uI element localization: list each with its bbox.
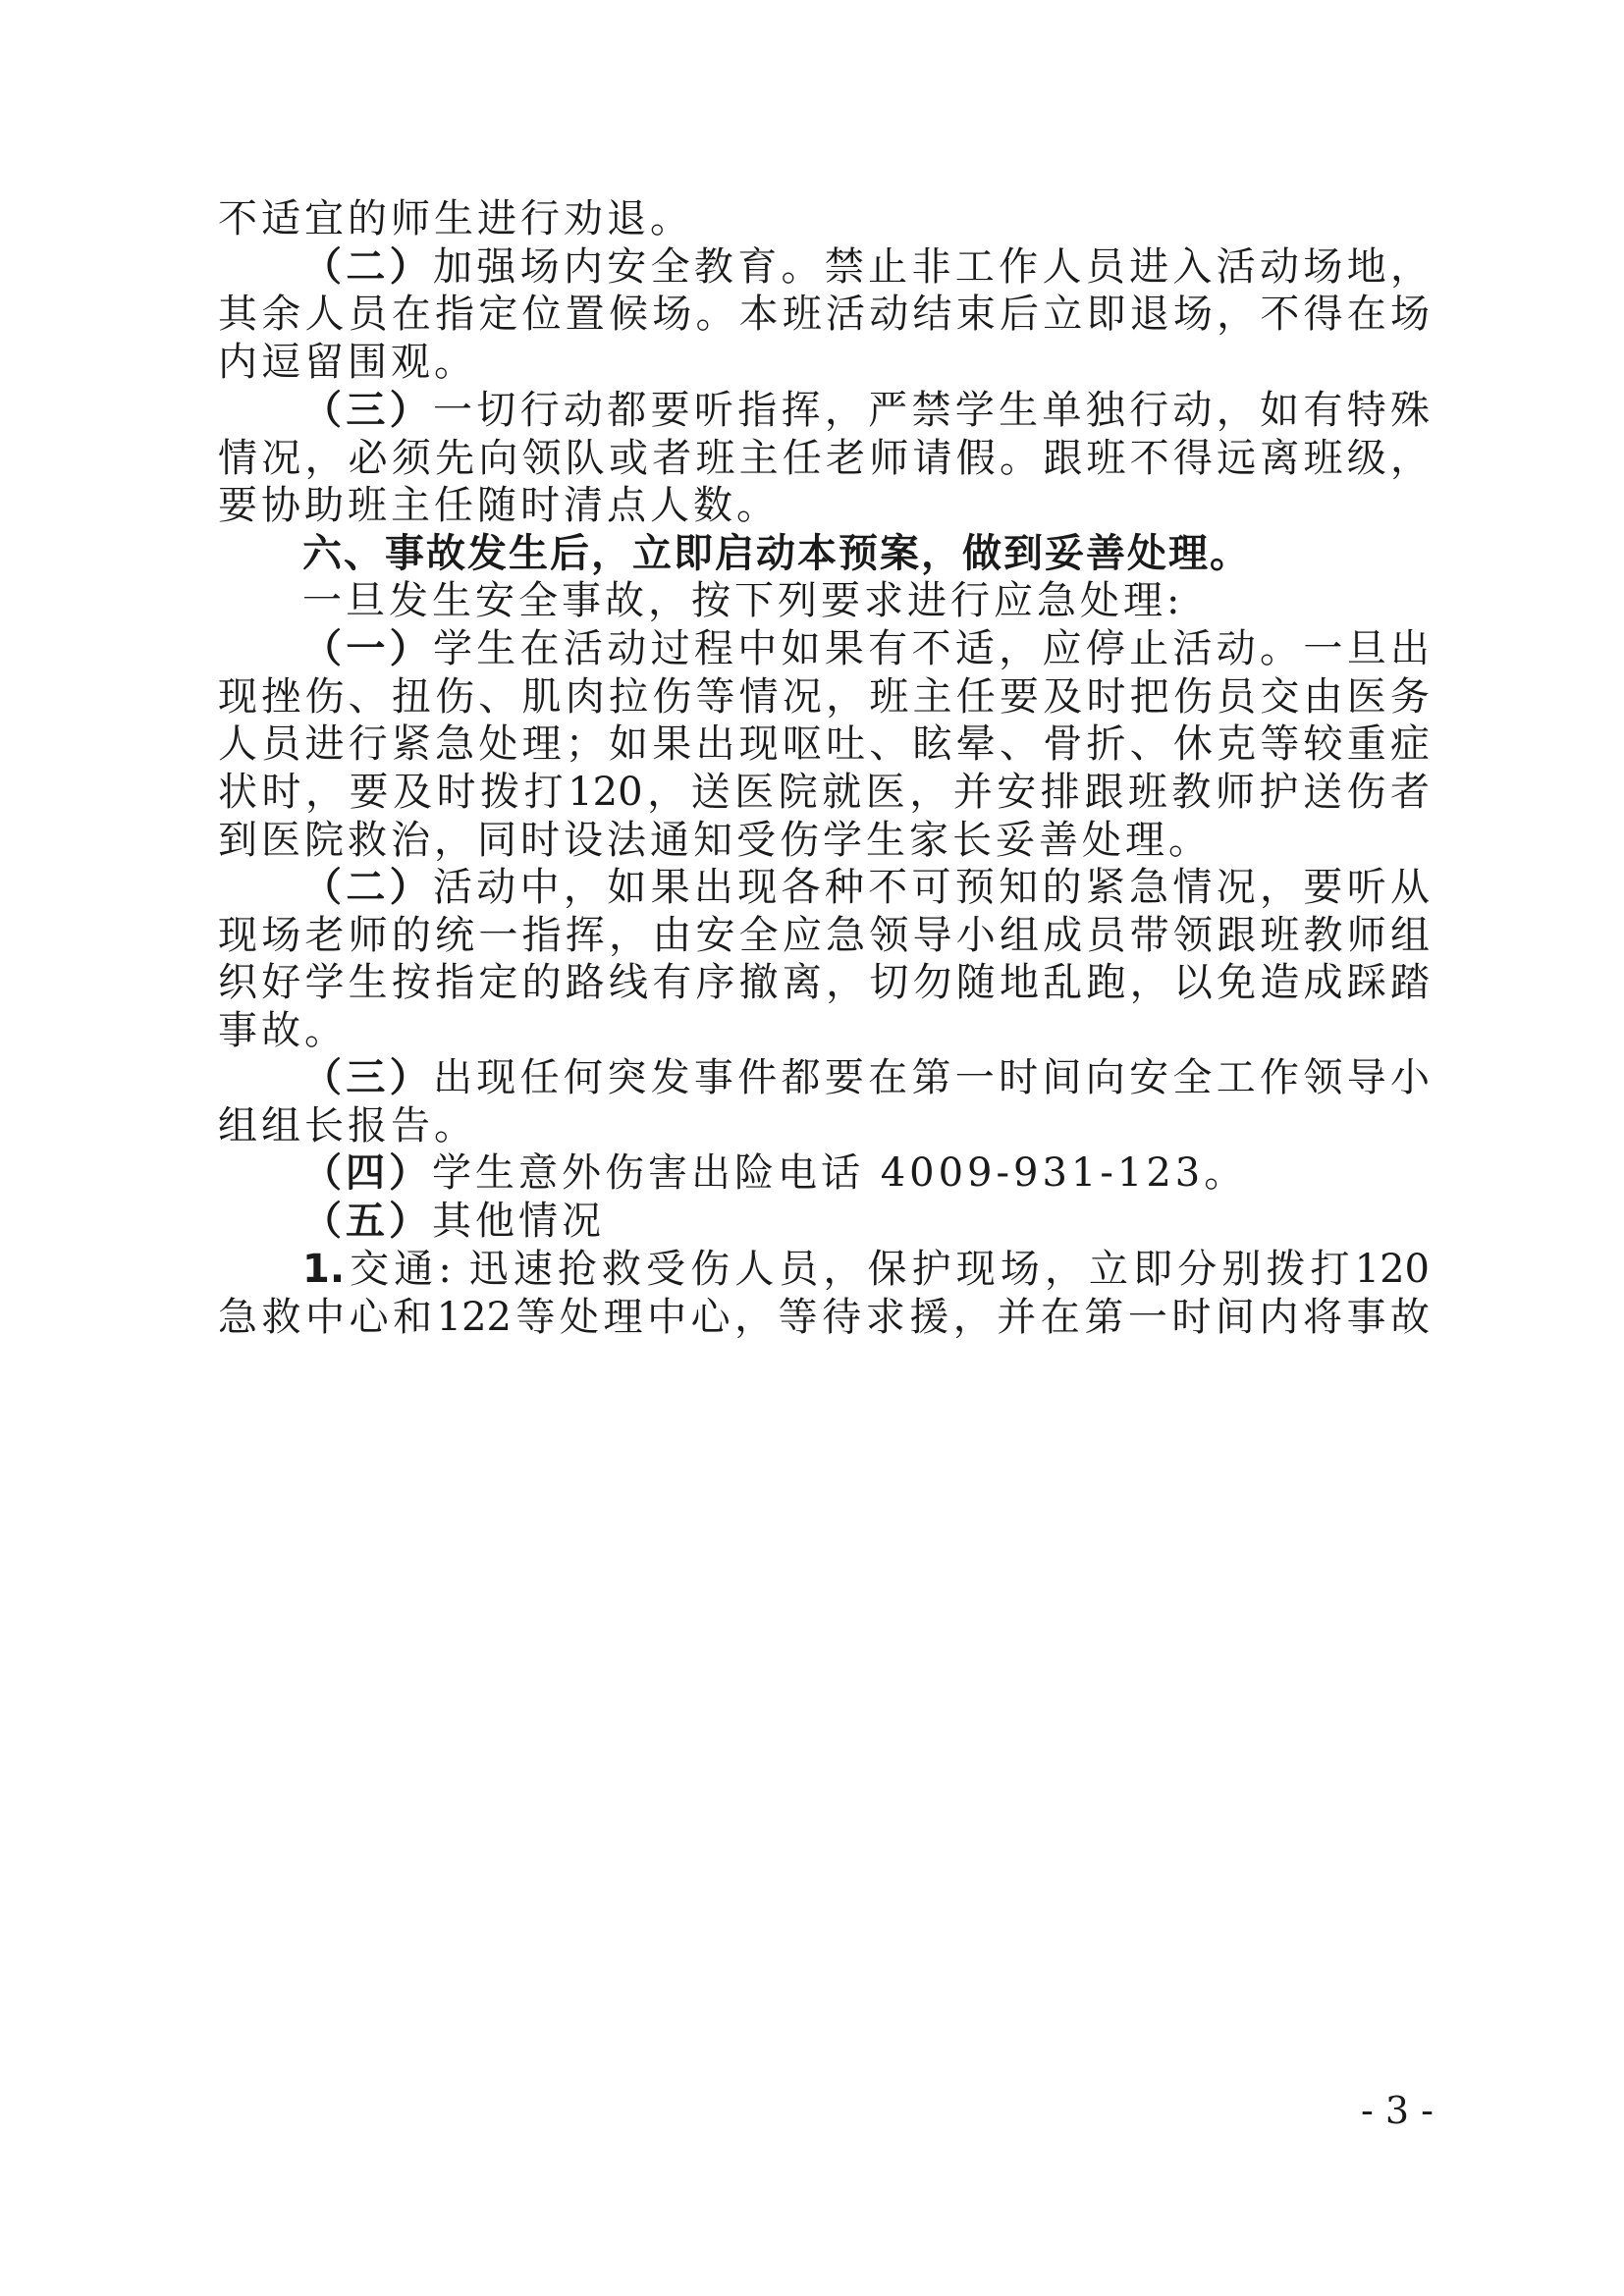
paragraph-line: 组组长报告。 <box>218 1103 477 1148</box>
paragraph-line: （二）加强场内安全教育。禁止非工作人员进入活动场地， <box>302 244 1431 290</box>
item-label: （四） <box>302 1150 432 1196</box>
paragraph-line: 内逗留围观。 <box>218 340 477 385</box>
paragraph-line: 现挫伤、扭伤、肌肉拉伤等情况，班主任要及时把伤员交由医务 <box>218 674 1430 720</box>
item-label: 1. <box>302 1247 346 1292</box>
paragraph-line: 人员进行紧急处理；如果出现呕吐、眩晕、骨折、休克等较重症 <box>218 721 1430 767</box>
item-label: （五） <box>302 1199 432 1244</box>
paragraph-line: 急救中心和122等处理中心，等待求援，并在第一时间内将事故 <box>218 1295 1430 1340</box>
item-label: （二） <box>302 865 433 910</box>
paragraph-line: 一旦发生安全事故，按下列要求进行应急处理: <box>302 578 1184 623</box>
item-label: （一） <box>302 626 433 671</box>
item-label: （三） <box>302 388 433 433</box>
page-number: - 3 - <box>1360 2089 1434 2132</box>
paragraph-line: 1.交通: 迅速抢救受伤人员，保护现场，立即分别拨打120 <box>302 1247 1430 1292</box>
paragraph-line: （四）学生意外伤害出险电话 4009-931-123。 <box>302 1150 1248 1196</box>
paragraph-line: （三）出现任何突发事件都要在第一时间向安全工作领导小 <box>302 1055 1431 1100</box>
paragraph-line: （一）学生在活动过程中如果有不适，应停止活动。一旦出 <box>302 626 1431 671</box>
paragraph-line: 现场老师的统一指挥，由安全应急领导小组成员带领跟班教师组 <box>218 913 1430 958</box>
paragraph-line: 状时，要及时拨打120，送医院就医，并安排跟班教师护送伤者 <box>218 770 1430 815</box>
paragraph-line: （五）其他情况 <box>302 1199 605 1244</box>
paragraph-line: 其余人员在指定位置候场。本班活动结束后立即退场，不得在场 <box>218 292 1430 337</box>
paragraph-line: 要协助班主任随时清点人数。 <box>218 483 780 528</box>
paragraph-line: （二）活动中，如果出现各种不可预知的紧急情况，要听从 <box>302 865 1431 910</box>
item-label: （二） <box>302 244 433 290</box>
paragraph-line: 到医院救治，同时设法通知受伤学生家长妥善处理。 <box>218 818 1212 863</box>
section-heading: 六、事故发生后，立即启动本预案，做到妥善处理。 <box>302 531 1251 576</box>
paragraph-line: 事故。 <box>218 1008 348 1053</box>
paragraph-line: 不适宜的师生进行劝退。 <box>218 196 693 241</box>
paragraph-line: 情况，必须先向领队或者班主任老师请假。跟班不得远离班级， <box>218 436 1430 481</box>
item-label: （三） <box>302 1055 433 1100</box>
paragraph-line: （三）一切行动都要听指挥，严禁学生单独行动，如有特殊 <box>302 388 1431 433</box>
paragraph-line: 织好学生按指定的路线有序撤离，切勿随地乱跑，以免造成踩踏 <box>218 960 1430 1005</box>
